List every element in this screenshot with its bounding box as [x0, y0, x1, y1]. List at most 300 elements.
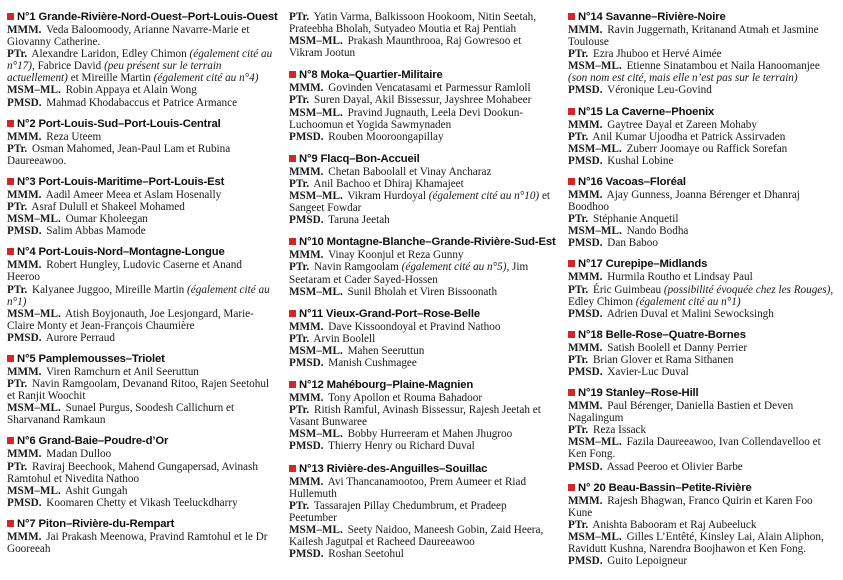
constituency-entry — [568, 329, 836, 378]
candidate-names: Navin Ramgoolam, Devanand Ritoo, Rajen Seetohul et Ranjit Woochit — [7, 378, 270, 403]
party-candidates-row — [289, 357, 556, 369]
red-square-bullet-icon — [7, 248, 14, 255]
constituency-heading — [7, 176, 275, 189]
candidate-names: Etienne Sinatambou et Naila Hanoomanjee — [626, 60, 820, 73]
constituency-title: Montagne-Blanche–Grande-Rivière-Sud-Est — [326, 236, 556, 249]
red-square-bullet-icon — [7, 120, 14, 127]
candidate-names: Ashit Gungah — [64, 484, 128, 497]
red-square-bullet-icon — [568, 13, 575, 20]
party-candidates-row — [7, 189, 275, 201]
party-candidates-row — [568, 119, 836, 131]
party-candidates-row — [289, 428, 556, 440]
party-candidates-row — [568, 354, 836, 366]
constituency-heading — [568, 106, 836, 119]
party-candidates-row — [289, 190, 556, 214]
constituency-heading — [568, 329, 836, 342]
candidate-names: Rouben Mooroongapillay — [328, 130, 444, 143]
party-candidates-row — [568, 531, 836, 555]
candidate-note: (également cité au n°4) — [153, 72, 259, 85]
party-candidates-row — [568, 155, 836, 167]
candidate-note: (également cité au n°10) — [428, 190, 540, 203]
party-candidates-row — [568, 271, 836, 283]
party-candidates-row — [7, 284, 275, 308]
candidate-names: , Edley Chimon — [568, 283, 834, 308]
candidate-names: Brian Glover et Rama Sithanen — [593, 353, 734, 366]
constituency-heading — [7, 353, 275, 366]
constituency-heading — [568, 482, 836, 495]
party-candidates-row — [568, 60, 836, 84]
constituency-entry — [568, 258, 836, 319]
candidate-names: Robert Hungley, Ludovic Caserne et Anand Heeroo — [7, 259, 242, 284]
candidate-names: Suren Dayal, Akil Bissessur, Jayshree Mohabeer — [314, 94, 532, 107]
candidate-names: Anishta Babooram et Raj Aubeeluck — [592, 518, 757, 531]
constituency-number: N°3 — [17, 175, 36, 188]
red-square-bullet-icon — [7, 520, 14, 527]
candidate-note: (également cité au n°1) — [7, 283, 270, 308]
constituency-number: N°5 — [17, 352, 36, 365]
party-label: MSM–ML. — [568, 225, 622, 238]
party-candidates-row — [289, 249, 556, 261]
constituency-entry — [568, 482, 836, 568]
party-candidates-row — [289, 107, 556, 131]
party-label: PTr. — [568, 518, 589, 531]
constituency-number: N°13 — [299, 462, 324, 475]
constituency-number: N°1 — [17, 11, 36, 23]
party-label: PMSD. — [568, 460, 603, 473]
candidate-note: (son nom est cité, mais elle n’est pas sur le terrain) — [568, 72, 798, 85]
party-candidates-row — [289, 440, 556, 452]
constituency-entry — [289, 379, 556, 452]
constituency-heading — [568, 11, 836, 24]
candidate-names: Hurmila Routho et Lindsay Paul — [607, 271, 753, 284]
constituency-title: Port-Louis-Nord–Montagne-Longue — [38, 246, 225, 259]
constituency-heading — [289, 69, 556, 82]
constituency-heading — [7, 246, 275, 259]
candidate-names: Raviraj Beechook, Mahend Gungapersad, Avinash Ramtohul et Nivedita Nathoo — [7, 460, 258, 485]
party-candidates-row — [568, 461, 836, 473]
party-label: MMM. — [7, 24, 42, 36]
party-label: MSM–ML. — [289, 190, 343, 203]
party-candidates-row — [568, 284, 836, 308]
party-candidates-row — [7, 143, 275, 167]
candidate-names: Satish Boolell et Danny Perrier — [607, 341, 748, 354]
candidate-note: (également cité au n°1) — [635, 295, 741, 308]
constituency-entry — [289, 153, 556, 226]
red-square-bullet-icon — [289, 310, 296, 317]
candidate-names: et Mireille Martin — [67, 72, 154, 85]
party-label: MSM–ML. — [289, 428, 343, 441]
red-square-bullet-icon — [7, 178, 14, 185]
constituency-number: N°10 — [299, 236, 324, 249]
party-label: PMSD. — [568, 555, 603, 568]
party-candidates-row — [568, 189, 836, 213]
candidate-names: Sunael Purgus, Soodesh Callichurn et Sharvanand Ramkaun — [7, 402, 235, 427]
party-label: MMM. — [568, 118, 603, 131]
constituency-entry — [7, 435, 275, 508]
party-label: PTr. — [568, 424, 589, 437]
candidate-names: Anil Bachoo et Dhiraj Khamajeet — [313, 177, 464, 190]
red-square-bullet-icon — [289, 238, 296, 245]
party-candidates-row — [568, 519, 836, 531]
party-candidates-row — [568, 495, 836, 519]
party-candidates-row — [7, 201, 275, 213]
candidate-names: Ezra Jhuboo et Hervé Aimée — [593, 48, 722, 61]
party-label: PMSD. — [568, 365, 603, 378]
party-candidates-row — [568, 436, 836, 460]
constituency-entry — [568, 176, 836, 249]
party-label: PTr. — [7, 460, 28, 473]
party-label: MSM–ML. — [289, 344, 343, 357]
party-candidates-row — [7, 24, 275, 48]
party-candidates-row — [289, 524, 556, 548]
party-label: MSM–ML. — [289, 285, 343, 298]
party-candidates-row — [7, 448, 275, 460]
party-candidates-row — [568, 225, 836, 237]
party-label: MMM. — [289, 165, 324, 178]
constituency-number: N°18 — [578, 328, 603, 341]
constituency-entry — [289, 11, 556, 59]
red-square-bullet-icon — [568, 108, 575, 115]
party-label: PMSD. — [7, 96, 42, 109]
candidate-names: Kalyanee Juggoo, Mireille Martin — [32, 283, 188, 296]
constituency-title: Port-Louis-Sud–Port-Louis-Central — [38, 117, 221, 130]
party-label: PTr. — [568, 130, 589, 143]
constituency-entry — [7, 518, 275, 555]
constituency-title: Vacoas–Floréal — [605, 175, 686, 188]
party-label: PMSD. — [568, 237, 603, 250]
constituency-entry — [289, 236, 556, 297]
party-candidates-row — [568, 48, 836, 60]
candidate-names: Manish Cushmagee — [328, 356, 417, 369]
candidate-names: Sunil Bholah et Viren Bissoonath — [347, 285, 498, 298]
constituency-heading — [289, 153, 556, 166]
party-label: PMSD. — [7, 496, 42, 509]
party-label: MMM. — [568, 341, 603, 354]
constituency-title: Pamplemousses–Triolet — [38, 352, 165, 365]
constituency-number: N° 20 — [578, 481, 606, 494]
constituency-entry — [289, 463, 556, 561]
party-label: PTr. — [7, 142, 28, 155]
candidate-names: Fazila Daureeawoo, Ivan Collendavelloo et Ken Fong. — [568, 436, 821, 461]
party-candidates-row — [7, 48, 275, 84]
party-label: PTr. — [568, 353, 589, 366]
party-candidates-row — [289, 82, 556, 94]
candidate-names: Reza Issack — [593, 424, 647, 437]
candidate-names: Paul Bérenger, Daniella Bastien et Deven Nagalingum — [568, 400, 794, 425]
candidate-names: Veda Baloomoody, Arianne Navarre-Marie et Giovanny Catherine. — [7, 24, 250, 49]
party-candidates-row — [7, 461, 275, 485]
party-label: MMM. — [7, 530, 42, 543]
party-candidates-row — [568, 555, 836, 567]
candidate-names: Prakash Maunthrooa, Raj Gowresoo et Vikram Jootun — [289, 35, 522, 60]
constituency-heading — [289, 463, 556, 476]
constituency-heading — [7, 518, 275, 531]
constituency-title: Moka–Quartier-Militaire — [320, 69, 443, 82]
constituency-entry — [7, 353, 275, 426]
party-label: PTr. — [289, 404, 310, 417]
candidate-names: Atish Boyjonauth, Joe Lesjongard, Marie-Claire Monty et Jean-François Chaumière — [7, 307, 254, 332]
constituency-title: Belle-Rose–Quatre-Bornes — [605, 328, 746, 341]
candidate-names: Taruna Jeetah — [328, 214, 390, 227]
candidate-names: Véronique Leu-Govind — [607, 84, 712, 97]
constituency-title: Curepipe–Midlands — [605, 258, 708, 271]
constituency-number: N°7 — [17, 517, 36, 530]
candidate-names: Ritish Ramful, Avinash Bissessur, Rajesh Jeetah et Vasant Bunwaree — [289, 404, 541, 429]
candidate-names: Gilles L’Entêté, Kinsley Lai, Alain Aliphon, Ravidutt Kushna, Narendra Boojhawon et Ken Fong. — [568, 530, 824, 555]
constituency-title: Mahébourg–Plaine-Magnien — [326, 379, 474, 392]
column-1 — [7, 11, 278, 564]
candidate-names: Gaytree Dayal et Zareen Mohaby — [607, 118, 757, 131]
candidate-names: Tony Apollon et Rouma Bahadoor — [328, 392, 483, 405]
candidate-note: (également cité au n°5) — [401, 261, 507, 274]
candidate-names: Viren Ramchurn et Anil Seeruttun — [46, 365, 199, 378]
constituency-title: Flacq–Bon-Accueil — [320, 152, 420, 165]
candidate-names: Kushal Lobine — [607, 154, 674, 167]
party-label: PMSD. — [568, 154, 603, 167]
candidate-names: Arvin Boolell — [313, 332, 376, 345]
constituency-number: N°15 — [578, 105, 603, 118]
constituency-entry — [7, 118, 275, 167]
candidate-names: Assad Peeroo et Olivier Barbe — [606, 460, 743, 473]
party-label: PTr. — [289, 499, 310, 512]
party-candidates-row — [289, 404, 556, 428]
party-label: MMM. — [568, 400, 603, 413]
party-candidates-row — [289, 500, 556, 524]
candidate-names: Ajay Gunness, Joanna Bérenger et Dhanraj Boodhoo — [568, 188, 800, 214]
constituency-heading — [289, 379, 556, 392]
party-candidates-row — [568, 131, 836, 143]
party-candidates-row — [7, 497, 275, 509]
party-candidates-row — [7, 402, 275, 426]
candidate-names: Koomaren Chetty et Vikash Teeluckdharry — [46, 496, 238, 509]
party-candidates-row — [7, 131, 275, 143]
constituency-title: Grand-Baie–Poudre-d’Or — [38, 435, 169, 448]
constituency-title: Port-Louis-Maritime–Port-Louis-Est — [38, 175, 225, 188]
column-2 — [289, 11, 556, 570]
party-label: MSM–ML. — [568, 142, 622, 155]
constituency-number: N°17 — [578, 258, 603, 271]
party-candidates-row — [289, 286, 556, 298]
party-candidates-row — [568, 213, 836, 225]
party-label: MSM–ML. — [568, 60, 622, 73]
candidate-names: et Sangeet Fowdar — [289, 190, 551, 215]
candidate-names: Robin Appaya et Alain Wong — [65, 84, 197, 97]
party-label: PTr. — [568, 213, 589, 226]
party-label: PTr. — [289, 94, 310, 107]
candidate-names: Aadil Ameer Meea et Aslam Hosenally — [45, 188, 222, 201]
party-label: MMM. — [568, 494, 603, 507]
party-label: PMSD. — [7, 225, 42, 238]
constituency-title: Stanley–Rose-Hill — [605, 387, 699, 400]
red-square-bullet-icon — [289, 71, 296, 78]
constituency-heading — [7, 11, 278, 24]
constituency-title: Rivière-des-Anguilles–Souillac — [326, 462, 488, 475]
red-square-bullet-icon — [568, 178, 575, 185]
party-label: PTr. — [7, 201, 28, 214]
candidate-names: Bobby Hurreeram et Mahen Jhugroo — [347, 428, 513, 441]
red-square-bullet-icon — [568, 484, 575, 491]
constituency-entry — [568, 387, 836, 473]
party-candidates-row — [289, 11, 556, 35]
candidate-names: Rajesh Bhagwan, Franco Quirin et Karen Foo Kune — [568, 494, 813, 519]
party-candidates-row — [7, 485, 275, 497]
constituency-entry — [7, 246, 275, 344]
candidate-names: Dan Baboo — [607, 237, 658, 250]
candidate-note: (également cité au n°17) — [7, 48, 273, 73]
party-label: PTr. — [7, 283, 28, 296]
constituency-title: Savanne–Rivière-Noire — [605, 11, 726, 23]
candidate-names: Thierry Henry ou Richard Duval — [328, 440, 475, 453]
party-label: PTr. — [568, 283, 589, 296]
red-square-bullet-icon — [289, 381, 296, 388]
party-candidates-row — [568, 143, 836, 155]
party-label: MSM–ML. — [7, 484, 61, 497]
party-label: PMSD. — [568, 84, 603, 97]
candidate-names: Asraf Dulull et Shakeel Mohamed — [31, 201, 185, 214]
red-square-bullet-icon — [289, 155, 296, 162]
party-candidates-row — [568, 424, 836, 436]
candidate-names: Roshan Seetohul — [328, 548, 404, 561]
party-candidates-row — [7, 366, 275, 378]
party-candidates-row — [7, 378, 275, 402]
constituency-heading — [289, 236, 556, 249]
constituency-title: La Caverne–Phoenix — [605, 105, 715, 118]
constituency-title: Piton–Rivière-du-Rempart — [38, 517, 175, 530]
red-square-bullet-icon — [7, 355, 14, 362]
party-label: MSM–ML. — [7, 402, 61, 415]
party-candidates-row — [289, 548, 556, 560]
party-label: MMM. — [7, 365, 42, 378]
column-3 — [568, 11, 836, 576]
constituency-number: N°14 — [578, 11, 603, 23]
party-label: PTr. — [289, 11, 310, 23]
candidate-names: Anil Kumar Ujoodha et Patrick Assirvaden — [592, 130, 786, 143]
party-candidates-row — [7, 213, 275, 225]
candidate-names: Adrien Duval et Malini Sewocksingh — [606, 307, 774, 320]
red-square-bullet-icon — [7, 437, 14, 444]
constituency-heading — [568, 258, 836, 271]
party-candidates-row — [7, 308, 275, 332]
party-candidates-row — [289, 94, 556, 106]
party-candidates-row — [289, 321, 556, 333]
constituency-heading — [7, 435, 275, 448]
candidate-names: Seety Naidoo, Maneesh Gobin, Zaid Heera, Kailesh Jagutpal et Racheed Daureeawoo — [289, 523, 544, 548]
red-square-bullet-icon — [568, 260, 575, 267]
party-label: PMSD. — [289, 356, 324, 369]
candidate-names: Madan Dulloo — [46, 448, 112, 461]
candidate-names: Vikram Hurdoyal — [347, 190, 429, 203]
party-label: MMM. — [7, 448, 42, 461]
candidate-names: Chetan Baboolall et Vinay Ancharaz — [328, 165, 492, 178]
party-candidates-row — [568, 24, 836, 48]
candidate-names: Salim Abbas Mamode — [46, 225, 146, 238]
party-label: MMM. — [568, 271, 603, 284]
party-label: MSM–ML. — [568, 436, 622, 449]
constituency-entry — [289, 308, 556, 369]
candidate-names: Mahen Seeruttun — [347, 344, 425, 357]
candidate-names: Govinden Vencatasami et Parmessur Ramloll — [328, 82, 531, 95]
constituency-title: Grande-Rivière-Nord-Ouest–Port-Louis-Ouest — [38, 11, 278, 23]
constituency-entry — [7, 11, 278, 109]
party-label: PTr. — [289, 261, 310, 274]
constituency-number: N°11 — [299, 307, 324, 320]
party-candidates-row — [7, 531, 275, 555]
constituency-heading — [568, 176, 836, 189]
party-candidates-row — [289, 392, 556, 404]
red-square-bullet-icon — [568, 389, 575, 396]
party-label: MMM. — [289, 82, 324, 95]
party-candidates-row — [7, 97, 275, 109]
party-label: MMM. — [7, 188, 42, 201]
candidate-names: Guito Lepoigneur — [607, 555, 688, 568]
constituency-number: N°12 — [299, 379, 324, 392]
candidate-names: Reza Uteem — [46, 130, 102, 143]
constituency-title: Beau-Bassin–Petite-Rivière — [608, 481, 752, 494]
candidate-names: , Jim Seetaram et Cader Sayed-Hossen — [289, 261, 529, 286]
party-candidates-row — [289, 214, 556, 226]
constituency-number: N°4 — [17, 246, 36, 259]
party-label: PTr. — [7, 378, 28, 391]
party-label: PMSD. — [7, 331, 42, 344]
party-label: MMM. — [289, 475, 324, 488]
candidate-names: Oumar Kholeegan — [65, 213, 148, 226]
candidate-names: Mahmad Khodabaccus et Patrice Armance — [46, 96, 238, 109]
party-candidates-row — [7, 332, 275, 344]
party-label: PMSD. — [289, 214, 324, 227]
candidate-names: Yatin Varma, Balkissoon Hookoom, Nitin Seetah, Prateebha Bholah, Sutyadeo Moutia et Raj Pentiah — [289, 11, 536, 36]
candidate-names: Éric Guimbeau — [593, 283, 664, 296]
party-candidates-row — [289, 166, 556, 178]
candidate-names: Nando Bodha — [626, 225, 689, 238]
candidate-note: (possibilité évoquée chez les Rouges) — [663, 283, 831, 296]
constituency-heading — [289, 308, 556, 321]
party-candidates-row — [289, 178, 556, 190]
party-label: PMSD. — [289, 440, 324, 453]
party-candidates-row — [289, 131, 556, 143]
party-label: PTr. — [289, 332, 310, 345]
red-square-bullet-icon — [7, 13, 14, 20]
party-candidates-row — [289, 261, 556, 285]
party-label: MSM–ML. — [289, 35, 343, 48]
constituency-number: N°9 — [299, 152, 318, 165]
party-candidates-row — [568, 400, 836, 424]
party-candidates-row — [568, 342, 836, 354]
party-label: MMM. — [568, 24, 603, 36]
party-label: MSM–ML. — [7, 213, 61, 226]
candidate-names: Avi Thancanamootoo, Prem Aumeer et Riad Hullemuth — [289, 475, 527, 500]
party-candidates-row — [289, 35, 556, 59]
candidate-names: Navin Ramgoolam — [314, 261, 402, 274]
constituency-number: N°16 — [578, 175, 603, 188]
candidate-names: Jai Prakash Meenowa, Pravind Ramtohul et le Dr Gooreeah — [7, 530, 268, 555]
party-label: MSM–ML. — [7, 307, 61, 320]
candidate-names: Osman Mahomed, Jean-Paul Lam et Rubina Daureeawoo. — [7, 142, 231, 167]
party-candidates-row — [289, 345, 556, 357]
party-label: PMSD. — [289, 548, 324, 561]
party-candidates-row — [568, 84, 836, 96]
constituency-entry — [568, 11, 836, 97]
party-label: PTr. — [7, 48, 28, 61]
candidate-names: Zuberr Joomaye ou Raffick Sorefan — [626, 142, 788, 155]
party-label: MMM. — [7, 130, 42, 143]
candidate-note: (peu présent sur le terrain actuellement) — [7, 60, 222, 85]
constituency-number: N°6 — [17, 435, 36, 448]
candidate-names: Pravind Jugnauth, Leela Devi Dookun-Luchoomun et Yogida Sawmynaden — [289, 106, 524, 131]
constituency-number: N°2 — [17, 117, 36, 130]
red-square-bullet-icon — [289, 465, 296, 472]
party-label: MMM. — [7, 259, 42, 272]
candidate-names: , Fabrice David — [31, 60, 105, 73]
